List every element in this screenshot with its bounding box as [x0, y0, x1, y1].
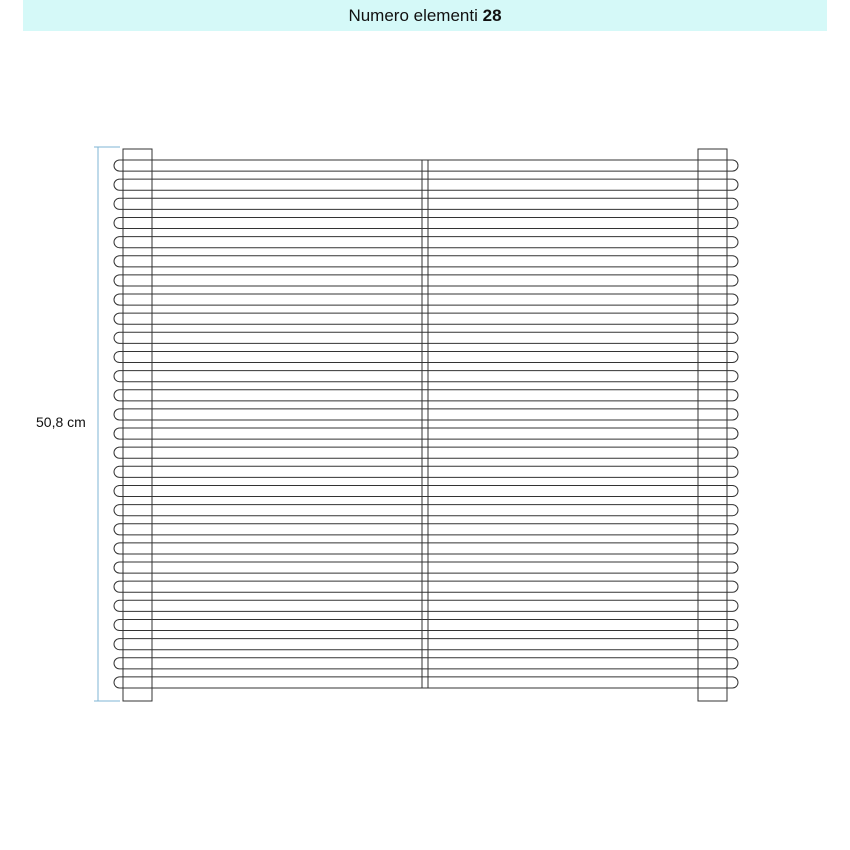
radiator-element	[114, 160, 738, 171]
radiator-element	[114, 543, 738, 554]
radiator-element	[114, 198, 738, 209]
radiator-element	[114, 313, 738, 324]
element-count: 28	[482, 6, 502, 25]
radiator-element	[114, 581, 738, 592]
radiator-tubes	[114, 149, 738, 701]
radiator-element	[114, 409, 738, 420]
radiator-element	[114, 294, 738, 305]
radiator-element	[114, 217, 738, 228]
header-prefix: Numero elementi	[348, 6, 478, 25]
radiator-element	[114, 237, 738, 248]
radiator-element	[114, 600, 738, 611]
radiator-element	[114, 619, 738, 630]
radiator-element	[114, 332, 738, 343]
radiator-element	[114, 179, 738, 190]
radiator-element	[114, 466, 738, 477]
left-collector	[123, 149, 152, 701]
radiator-element	[114, 428, 738, 439]
radiator-element	[114, 390, 738, 401]
radiator-element	[114, 524, 738, 535]
radiator-element	[114, 447, 738, 458]
radiator-element	[114, 275, 738, 286]
height-dimension-label: 50,8 cm	[36, 414, 86, 430]
radiator-element	[114, 677, 738, 688]
radiator-element	[114, 639, 738, 650]
radiator-element	[114, 256, 738, 267]
radiator-element	[114, 505, 738, 516]
radiator-element	[114, 562, 738, 573]
radiator-element	[114, 485, 738, 496]
radiator-element	[114, 351, 738, 362]
right-collector	[698, 149, 727, 701]
radiator-element	[114, 371, 738, 382]
radiator-element	[114, 658, 738, 669]
